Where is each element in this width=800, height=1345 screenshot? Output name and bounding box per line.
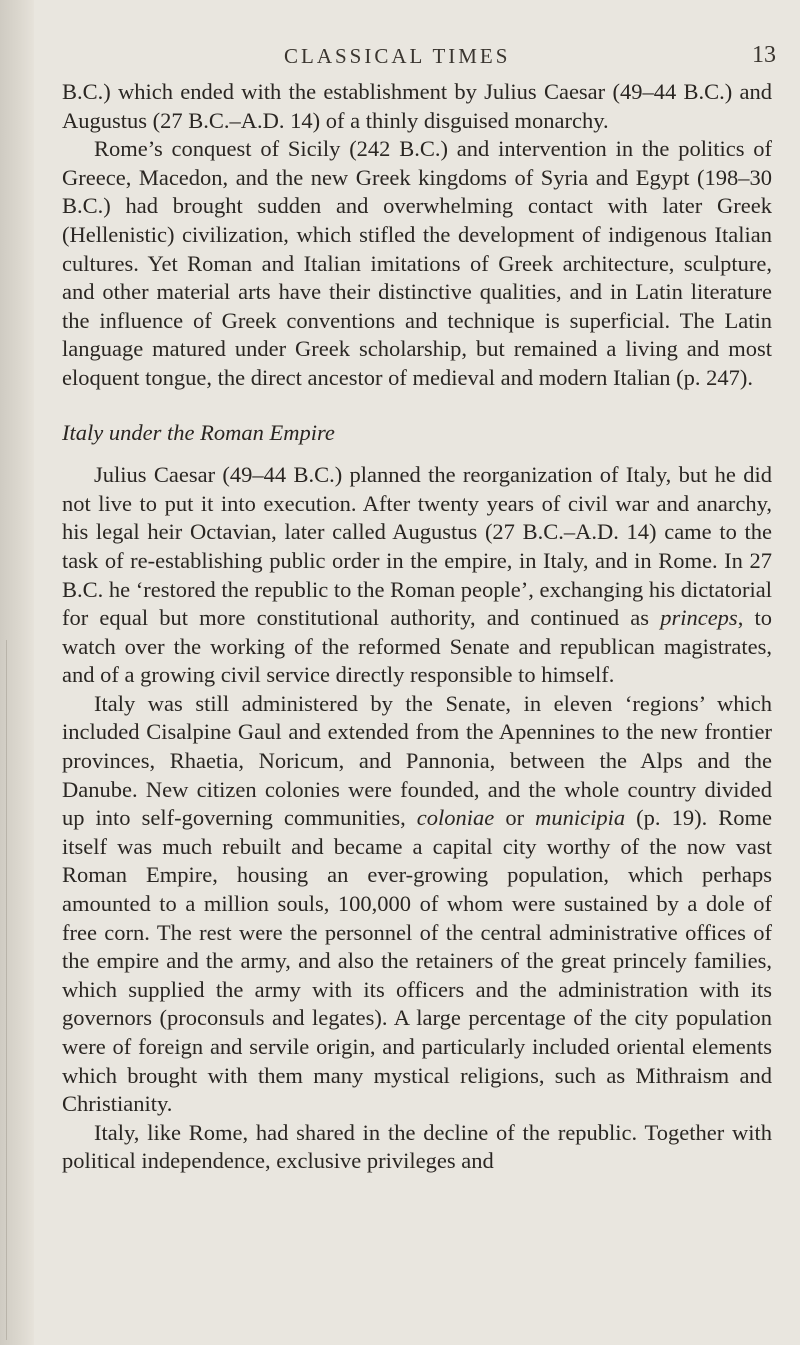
gutter-rule (6, 640, 7, 1340)
paragraph-hellenistic-contact: Rome’s conquest of Sicily (242 B.C.) and intervention in the politics of Greece, Macedon, and the new Greek kingdoms of Syria and Egypt (198–30 B.C.) had brought sudden and overwhelming contact with later Greek (Hellenistic) civilization, which stifled the development of indigenous Italian cultures. Yet Roman and Italian imitations of Greek architecture, sculpture, and other material arts have their distinctive qualities, and in Latin literature the influence of Greek conventions and technique is superficial. The Latin language matured under Greek scholarship, but remained a living and most eloquent tongue, the direct ancestor of medieval and modern Italian (p. 247). (62, 136, 772, 390)
running-head-title: CLASSICAL TIMES (284, 44, 511, 68)
text-run: or (494, 805, 536, 831)
section-heading: Italy under the Roman Empire (62, 419, 335, 445)
text-run: Italy was still administered by the Senate, in eleven ‘regions’ which included Cisalpine Gaul and extended from the Apennines to the new frontier provinces, Rhaetia, Noricum, and Pannonia, between the Alps and the Danube. New citizen colonies were founded, and the whole country divided up into self-governing communities, (62, 690, 772, 831)
italic-term-coloniae: coloniae (416, 805, 495, 831)
text-run: , to watch over the working of the reformed Senate and republican magistrates, and of a growing civil service directly responsible to himself. (62, 605, 772, 688)
page-gutter-shadow (0, 0, 34, 1345)
paragraph-italy-regions (62, 690, 772, 1119)
running-head (60, 44, 780, 74)
paragraph-augustus (62, 461, 772, 690)
italic-term-municipia: municipia (535, 805, 626, 831)
paragraph-decline: Italy, like Rome, had shared in the decline of the republic. Together with political independence, exclusive privileges and (62, 1119, 772, 1174)
body-text (62, 78, 772, 1176)
italic-term-princeps: princeps (660, 605, 738, 631)
paragraph-continuation: B.C.) which ended with the establishment by Julius Caesar (49–44 B.C.) and Augustus (27 B.C.–A.D. 14) of a thinly disguised monarchy. (62, 79, 772, 133)
text-run: (p. 19). Rome itself was much rebuilt and became a capital city worthy of the now vast Roman Empire, housing an ever-growing population, which perhaps amounted to a million souls, 100,000 of whom were sustained by a dole of free corn. The rest were the personnel of the central administrative offices of the empire and the army, and also the retainers of the great princely families, which supplied the army with its officers and the administration with its governors (proconsuls and legates). A large percentage of the city population were of foreign and servile origin, and particularly included oriental elements which brought with them many mystical religions, such as Mithraism and Christianity. (62, 805, 772, 1117)
text-run: Julius Caesar (49–44 B.C.) planned the reorganization of Italy, but he did not live to put it into execution. After twenty years of civil war and anarchy, his legal heir Octavian, later called Augustus (27 B.C.–A.D. 14) came to the task of re-establishing public order in the empire, in Italy, and in Rome. In 27 B.C. he ‘restored the republic to the Roman people’, exchanging his dictatorial for equal but more constitutional authority, and continued as (62, 462, 772, 631)
page-number: 13 (752, 42, 776, 68)
